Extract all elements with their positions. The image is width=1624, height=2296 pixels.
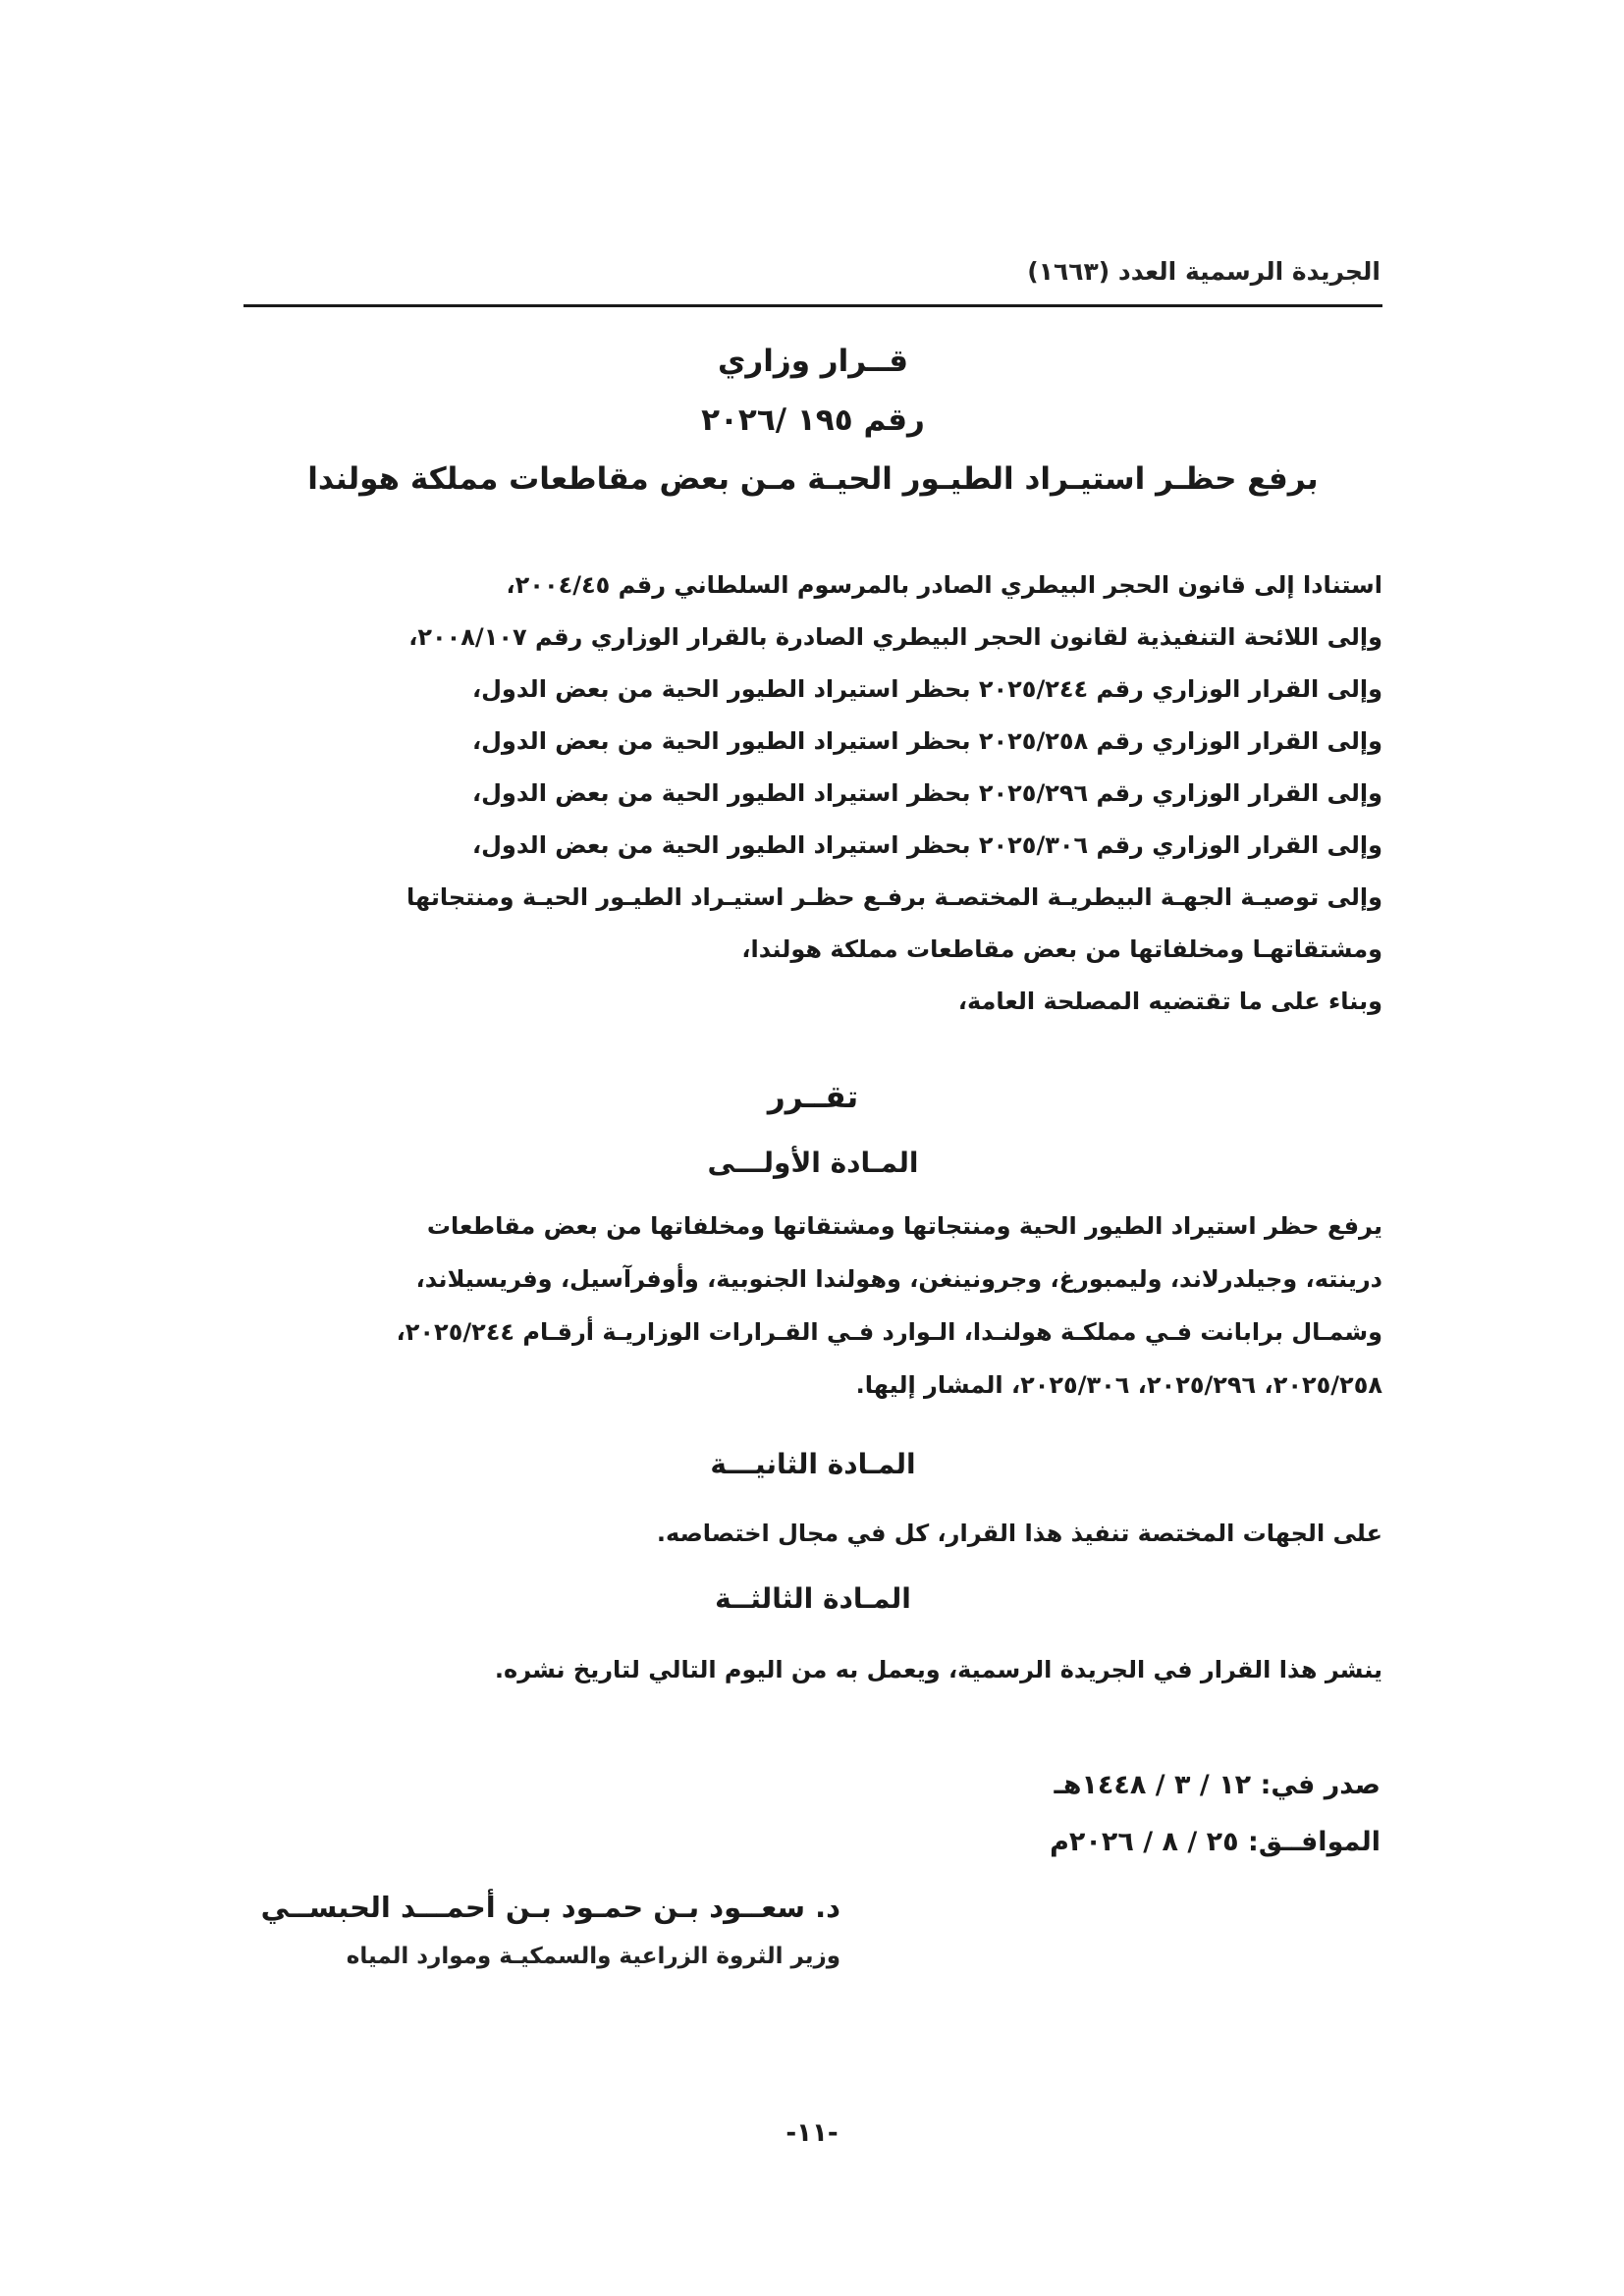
article-2-line: على الجهات المختصة تنفيذ هذا القرار، كل في مجال اختصاصه. xyxy=(656,1520,1382,1547)
page-number: -١١- xyxy=(785,2118,839,2148)
signatory-name: د. سعــود بـن حمـود بـن أحمـــد الحبســي xyxy=(260,1891,840,1924)
preamble-line: استنادا إلى قانون الحجر البيطري الصادر بالمرسوم السلطاني رقم ٢٠٠٤/٤٥، xyxy=(506,571,1382,599)
article-1-line: درينته، وجيلدرلاند، وليمبورغ، وجرونينغن، وهولندا الجنوبية، وأوفرآسيل، وفريسيلاند، xyxy=(415,1265,1382,1293)
article-1-line: وشمـال برابانت فـي مملكـة هولنـدا، الـوارد فـي القـرارات الوزاريـة أرقـام ٢٠٢٥/٢٤٤، xyxy=(396,1318,1382,1346)
article-2-body xyxy=(244,1507,1382,1560)
gregorian-date: الموافــق: ٢٥ / ٨ / ٢٠٢٦م xyxy=(1050,1827,1380,1857)
article-2-heading: المـادة الثانيـــة xyxy=(710,1448,916,1480)
preamble-line: وبناء على ما تقتضيه المصلحة العامة، xyxy=(957,988,1382,1015)
issue-dates xyxy=(1050,1757,1380,1871)
preamble xyxy=(244,560,1382,1028)
decides-heading: تقــرر xyxy=(767,1080,859,1115)
article-1-heading: المـادة الأولـــى xyxy=(707,1147,919,1179)
article-1-line: ٢٠٢٥/٢٥٨، ٢٠٢٥/٢٩٦، ٢٠٢٥/٣٠٦، المشار إليها. xyxy=(855,1371,1382,1399)
signatory-title: وزير الثروة الزراعية والسمكيـة وموارد المياه xyxy=(346,1944,840,1969)
decision-subject: برفع حظـر استيـراد الطيـور الحيـة مـن بعض مقاطعات مملكة هولندا xyxy=(307,461,1319,497)
decision-title-block xyxy=(244,332,1382,508)
article-1-line: يرفع حظر استيراد الطيور الحية ومنتجاتها ومشتقاتها ومخلفاتها من بعض مقاطعات xyxy=(426,1212,1382,1240)
preamble-line: وإلى اللائحة التنفيذية لقانون الحجر البيطري الصادرة بالقرار الوزاري رقم ٢٠٠٨/١٠٧، xyxy=(408,623,1382,651)
decision-type: قــرار وزاري xyxy=(717,344,909,379)
preamble-line: وإلى القرار الوزاري رقم ٢٠٢٥/٢٥٨ بحظر استيراد الطيور الحية من بعض الدول، xyxy=(471,727,1382,755)
decision-number: رقم ١٩٥ /٢٠٢٦ xyxy=(701,402,925,438)
article-3-line: ينشر هذا القرار في الجريدة الرسمية، ويعمل به من اليوم التالي لتاريخ نشره. xyxy=(494,1656,1382,1683)
article-3-body xyxy=(244,1643,1382,1696)
preamble-line: وإلى توصيـة الجهـة البيطريـة المختصـة برفـع حظـر استيـراد الطيـور الحيـة ومنتجاتها xyxy=(406,883,1382,911)
preamble-line: وإلى القرار الوزاري رقم ٢٠٢٥/٢٤٤ بحظر استيراد الطيور الحية من بعض الدول، xyxy=(471,675,1382,703)
signatory xyxy=(261,1883,840,1981)
header-rule xyxy=(244,304,1382,307)
article-3-heading: المـادة الثالثــة xyxy=(715,1582,911,1615)
hijri-date: صدر في: ١٢ / ٣ / ١٤٤٨هـ xyxy=(1054,1770,1380,1800)
article-1-body xyxy=(244,1200,1382,1412)
preamble-line: وإلى القرار الوزاري رقم ٢٠٢٥/٢٩٦ بحظر استيراد الطيور الحية من بعض الدول، xyxy=(471,779,1382,807)
preamble-line: ومشتقاتهـا ومخلفاتها من بعض مقاطعات مملكة هولندا، xyxy=(741,935,1382,963)
running-header: الجريدة الرسمية العدد (١٦٦٣) xyxy=(1027,257,1380,286)
preamble-line: وإلى القرار الوزاري رقم ٢٠٢٥/٣٠٦ بحظر استيراد الطيور الحية من بعض الدول، xyxy=(471,831,1382,859)
